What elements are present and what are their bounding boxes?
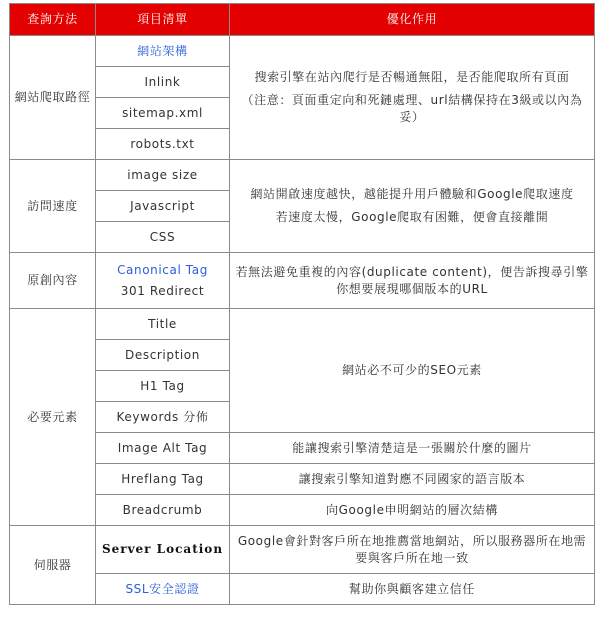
desc-crawl-path-line1: 搜索引擎在站內爬行是否暢通無阻，是否能爬取所有頁面 <box>254 70 570 84</box>
desc-hreflang: 讓搜索引擎知道對應不同國家的語言版本 <box>230 464 595 495</box>
table-row <box>10 433 595 464</box>
item-image-alt-tag: Image Alt Tag <box>96 433 230 464</box>
desc-image-alt: 能讓搜索引擎清楚這是一張關於什麼的圖片 <box>230 433 595 464</box>
item-301-redirect: 301 Redirect <box>120 283 205 298</box>
desc-essential-main: 網站必不可少的SEO元素 <box>230 309 595 433</box>
table-row <box>10 464 595 495</box>
item-canonical-tag-link[interactable]: Canonical Tag <box>117 262 208 277</box>
table-header-row <box>10 4 595 36</box>
item-breadcrumb: Breadcrumb <box>96 495 230 526</box>
item-h1-tag: H1 Tag <box>96 371 230 402</box>
item-description: Description <box>96 340 230 371</box>
table-row <box>10 36 595 67</box>
desc-speed-line2: 若速度太慢，Google爬取有困難，便會直接離開 <box>275 210 549 224</box>
desc-crawl-path-line2: （注意：頁面重定向和死鏈處理、url結構保持在3級或以內為妥） <box>241 93 583 124</box>
table-row <box>10 574 595 605</box>
item-keywords: Keywords 分佈 <box>96 402 230 433</box>
desc-speed-line1: 網站開啟速度越快，越能提升用戶體驗和Google爬取速度 <box>250 187 574 201</box>
header-method: 查詢方法 <box>10 4 96 36</box>
desc-crawl-path <box>230 36 595 160</box>
category-server: 伺服器 <box>10 526 96 605</box>
table-row <box>10 526 595 574</box>
category-crawl-path: 網站爬取路徑 <box>10 36 96 160</box>
item-sitemap: sitemap.xml <box>96 98 230 129</box>
category-original-content: 原創內容 <box>10 253 96 309</box>
table-row <box>10 495 595 526</box>
desc-speed <box>230 160 595 253</box>
item-image-size: image size <box>96 160 230 191</box>
desc-ssl: 幫助你與顧客建立信任 <box>230 574 595 605</box>
table-row <box>10 309 595 340</box>
item-javascript: Javascript <box>96 191 230 222</box>
header-items: 項目清單 <box>96 4 230 36</box>
item-robots: robots.txt <box>96 129 230 160</box>
category-speed: 訪問速度 <box>10 160 96 253</box>
item-site-architecture-link[interactable]: 網站架構 <box>96 36 230 67</box>
item-ssl-link[interactable]: SSL安全認證 <box>96 574 230 605</box>
table-row <box>10 160 595 191</box>
desc-server-location: Google會針對客戶所在地推薦當地網站，所以服務器所在地需要與客戶所在地一致 <box>230 526 595 574</box>
header-effect: 優化作用 <box>230 4 595 36</box>
item-title: Title <box>96 309 230 340</box>
item-css: CSS <box>96 222 230 253</box>
seo-checklist-table <box>9 3 595 605</box>
category-essential-elements: 必要元素 <box>10 309 96 526</box>
desc-breadcrumb: 向Google申明網站的層次結構 <box>230 495 595 526</box>
item-server-location: Server Location <box>96 526 230 574</box>
item-original-content-cell <box>96 253 230 309</box>
table-row <box>10 253 595 309</box>
desc-original-content: 若無法避免重複的內容(duplicate content)，便告訴搜尋引擎你想要展現哪個版本的URL <box>230 253 595 309</box>
item-inlink: Inlink <box>96 67 230 98</box>
item-hreflang-tag: Hreflang Tag <box>96 464 230 495</box>
